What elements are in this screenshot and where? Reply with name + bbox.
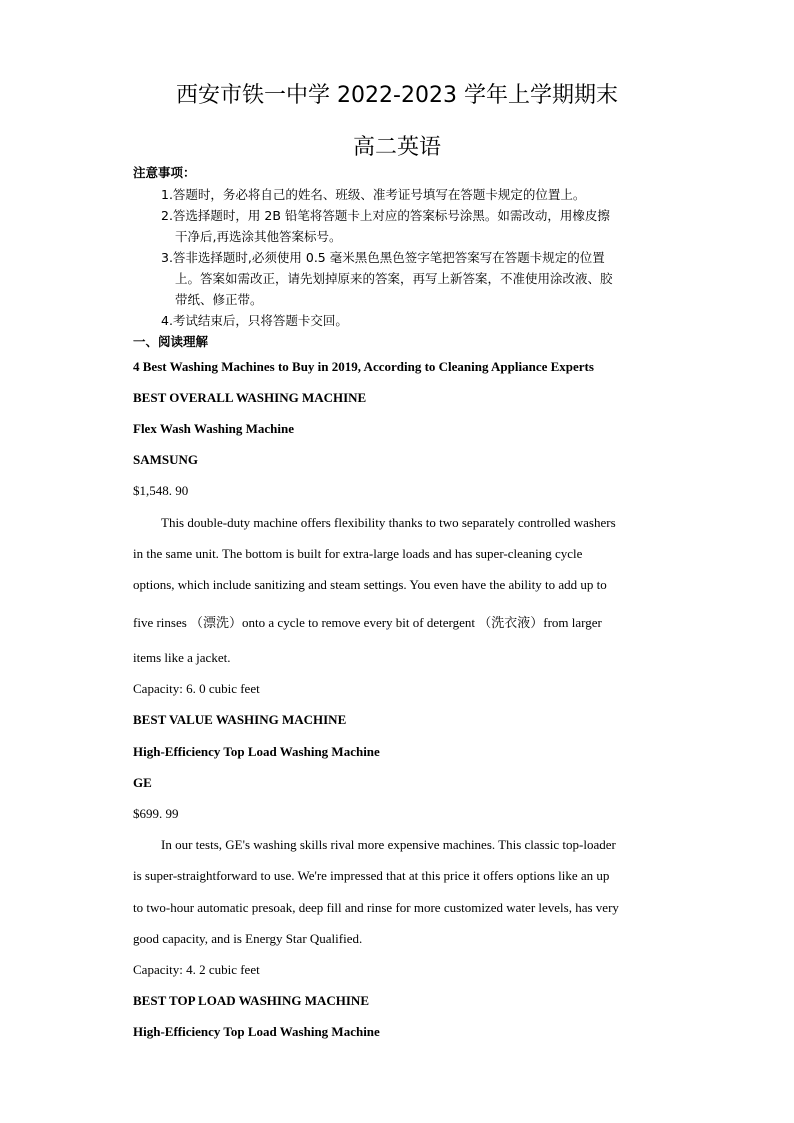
- article-title: 4 Best Washing Machines to Buy in 2019, According to Cleaning Appliance Experts: [133, 359, 594, 374]
- product-description-line: is super-straightforward to use. We're impressed that at this price it offers options like an up: [133, 868, 610, 883]
- product-category: BEST OVERALL WASHING MACHINE: [133, 390, 367, 405]
- product-category: BEST TOP LOAD WASHING MACHINE: [133, 993, 369, 1008]
- product-brand: SAMSUNG: [133, 452, 199, 467]
- notice-item-2-cont: 干净后,再选涂其他答案标号。: [175, 229, 342, 244]
- product-description-line: five rinses （漂洗）onto a cycle to remove every bit of detergent （洗衣液）from larger: [133, 615, 602, 630]
- notice-heading: 注意事项：: [133, 165, 196, 180]
- product-capacity: Capacity: 4. 2 cubic feet: [133, 962, 260, 977]
- product-name: High-Efficiency Top Load Washing Machine: [133, 744, 380, 759]
- product-name: High-Efficiency Top Load Washing Machine: [133, 1024, 380, 1039]
- product-description-line: in the same unit. The bottom is built for extra-large loads and has super-cleaning cycle: [133, 546, 583, 561]
- notice-item-4: 4.考试结束后，只将答题卡交回。: [161, 313, 348, 328]
- product-price: $1,548. 90: [133, 483, 189, 498]
- notice-item-3: 3.答非选择题时,必须使用 0.5 毫米黑色黑色签字笔把答案写在答题卡规定的位置: [161, 250, 605, 265]
- product-name: Flex Wash Washing Machine: [133, 421, 294, 436]
- product-category: BEST VALUE WASHING MACHINE: [133, 712, 347, 727]
- product-price: $699. 99: [133, 806, 179, 821]
- notice-item-3-cont: 上。答案如需改正，请先划掉原来的答案，再写上新答案，不准使用涂改液、胶: [175, 271, 613, 286]
- section-heading: 一、阅读理解: [133, 334, 209, 349]
- page-subtitle: 高二英语: [352, 135, 441, 160]
- product-brand: GE: [133, 775, 152, 790]
- product-description-line: items like a jacket.: [133, 650, 231, 665]
- page-title: 西安市铁一中学 2022-2023 学年上学期期末: [176, 83, 618, 108]
- notice-item-2: 2.答选择题时，用 2B 铅笔将答题卡上对应的答案标号涂黑。如需改动，用橡皮擦: [161, 208, 610, 223]
- product-capacity: Capacity: 6. 0 cubic feet: [133, 681, 260, 696]
- product-description-line: In our tests, GE's washing skills rival more expensive machines. This classic top-loader: [161, 837, 616, 852]
- notice-item-3-cont-2: 带纸、修正带。: [175, 292, 263, 307]
- notice-item-1: 1.答题时，务必将自己的姓名、班级、准考证号填写在答题卡规定的位置上。: [161, 187, 586, 202]
- product-description-line: options, which include sanitizing and steam settings. You even have the ability to add up to: [133, 577, 607, 592]
- product-description-line: to two-hour automatic presoak, deep fill and rinse for more customized water levels, has very: [133, 900, 619, 915]
- product-description-line: This double-duty machine offers flexibility thanks to two separately controlled washers: [161, 515, 616, 530]
- product-description-line: good capacity, and is Energy Star Qualified.: [133, 931, 363, 946]
